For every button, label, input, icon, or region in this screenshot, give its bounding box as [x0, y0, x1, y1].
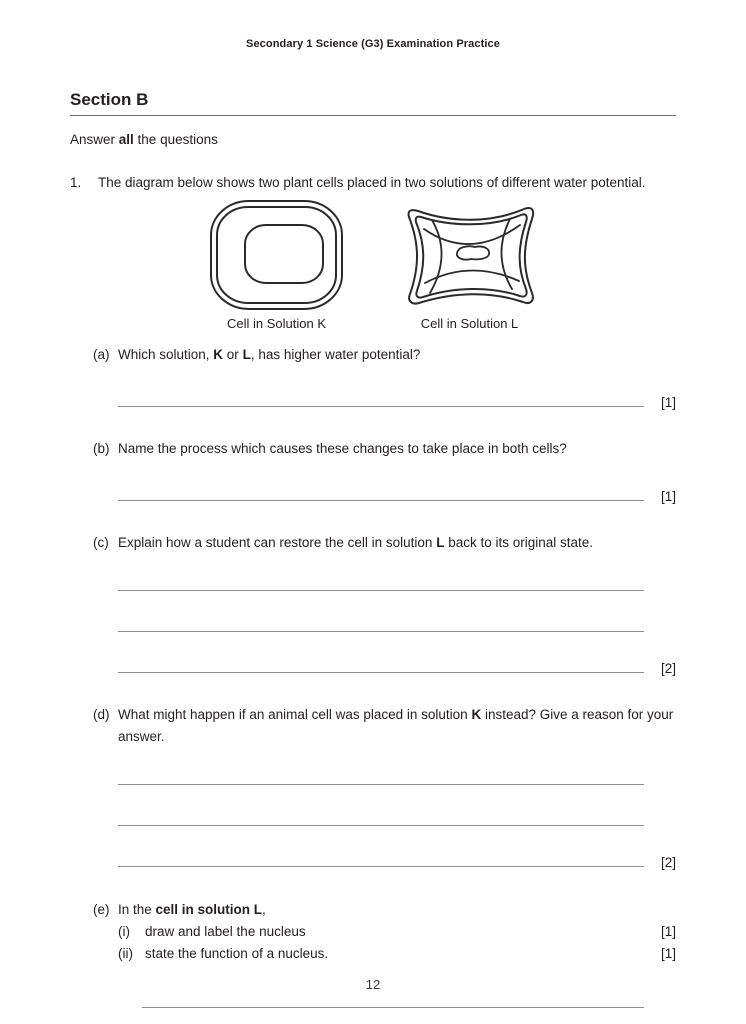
figure-label-solution-k: Cell in Solution K	[227, 316, 326, 331]
figure-solution-l	[402, 199, 537, 331]
question-part-a	[93, 344, 676, 410]
figure-solution-k	[209, 199, 344, 331]
question-part-b	[93, 438, 676, 504]
part-text: What might happen if an animal cell was placed in solution K instead? Give a reason for your answer.	[118, 707, 674, 744]
question-part-e	[93, 899, 676, 1024]
part-label: (a)	[93, 347, 110, 362]
part-label: (d)	[93, 707, 110, 722]
marks-badge: [2]	[660, 661, 676, 676]
question-intro: The diagram below shows two plant cells placed in two solutions of different water potential.	[98, 175, 646, 190]
part-label: (c)	[93, 535, 109, 550]
page-number: 12	[365, 977, 381, 992]
page-header-title: Secondary 1 Science (G3) Examination Practice	[246, 38, 500, 50]
marks-badge: [1]	[660, 924, 676, 939]
answer-line	[118, 849, 644, 867]
part-text: Name the process which causes these changes to take place in both cells?	[118, 441, 567, 456]
marks-badge: [1]	[660, 489, 676, 504]
question-part-c	[93, 532, 676, 676]
answer-line	[142, 990, 644, 1008]
question-number: 1.	[70, 175, 82, 190]
part-label: (e)	[93, 902, 110, 917]
part-text: Explain how a student can restore the cell in solution L back to its original state.	[118, 535, 594, 550]
question-parts	[93, 344, 676, 1024]
part-text: Which solution, K or L, has higher water potential?	[118, 347, 421, 362]
subpart-label: (ii)	[118, 945, 133, 961]
answer-line	[118, 483, 644, 501]
subpart-text: draw and label the nucleus	[145, 924, 306, 939]
marks-badge: [1]	[660, 395, 676, 410]
marks-badge: [2]	[660, 855, 676, 870]
plasmolysed-plant-cell-icon	[402, 199, 537, 311]
answer-line	[118, 808, 644, 826]
answer-line	[118, 573, 644, 591]
answer-line	[118, 655, 644, 673]
answer-line	[118, 614, 644, 632]
part-text: In the cell in solution L,	[118, 902, 266, 917]
question-1	[70, 173, 676, 192]
subpart-label: (i)	[118, 924, 130, 939]
marks-badge: [1]	[660, 945, 676, 961]
question-part-d	[93, 704, 676, 870]
part-label: (b)	[93, 441, 110, 456]
subpart-ii	[118, 943, 676, 965]
subpart-text: state the function of a nucleus.	[145, 945, 329, 961]
subpart-i	[118, 921, 676, 943]
section-title: Section B	[70, 90, 676, 116]
figure-label-solution-l: Cell in Solution L	[420, 316, 519, 331]
turgid-plant-cell-icon	[209, 199, 344, 311]
instruction-text: Answer all the questions	[70, 132, 218, 147]
answer-line	[118, 389, 644, 407]
cell-diagrams	[70, 199, 676, 331]
answer-line	[118, 767, 644, 785]
